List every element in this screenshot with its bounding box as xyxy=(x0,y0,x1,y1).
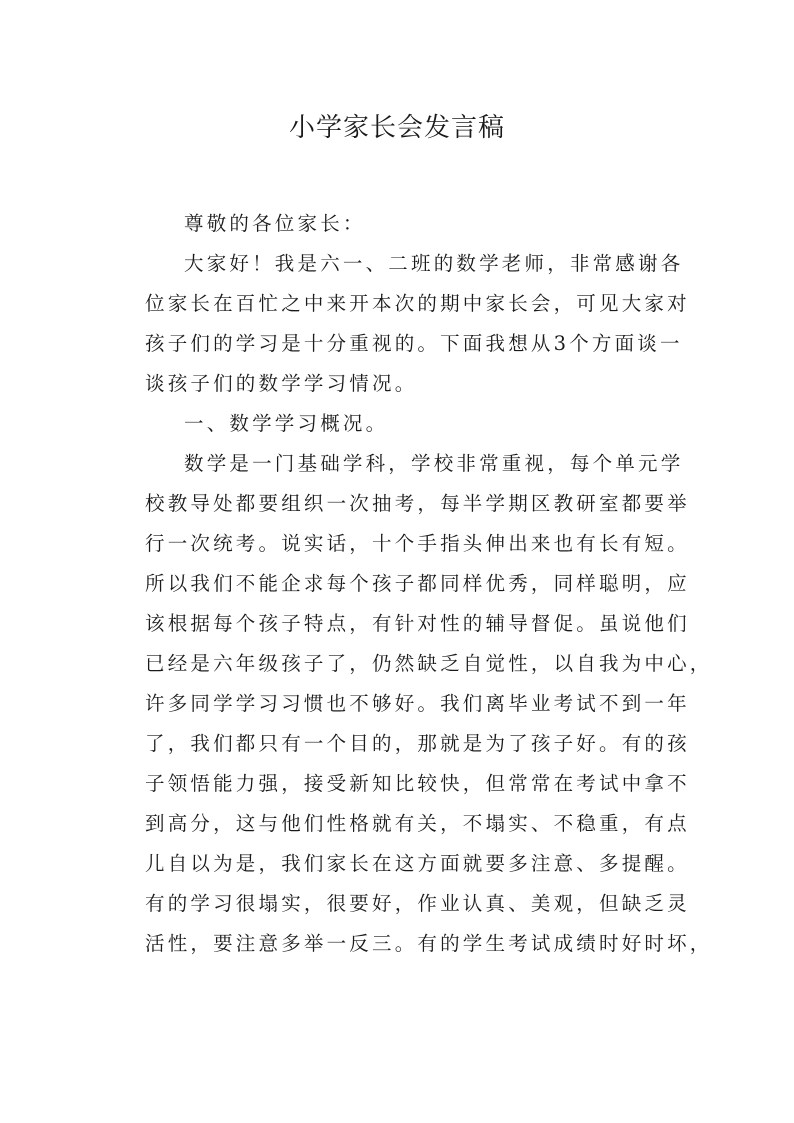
paragraph-line: 子领悟能力强，接受新知比较快，但常常在考试中拿不 xyxy=(145,772,690,795)
paragraph-line: 活性，要注意多举一反三。有的学生考试成绩时好时坏， xyxy=(145,932,713,955)
paragraph-line: 校教导处都要组织一次抽考，每半学期区教研室都要举 xyxy=(145,492,690,515)
paragraph-line: 已经是六年级孩子了，仍然缺乏自觉性，以自我为中心， xyxy=(145,652,713,675)
paragraph-line: 所以我们不能企求每个孩子都同样优秀，同样聪明，应 xyxy=(145,572,690,595)
paragraph-line: 到高分，这与他们性格就有关，不塌实、不稳重，有点 xyxy=(145,812,690,835)
paragraph-line: 谈孩子们的数学学习情况。 xyxy=(145,372,418,395)
paragraph-line: 该根据每个孩子特点，有针对性的辅导督促。虽说他们 xyxy=(145,612,690,635)
salutation: 尊敬的各位家长： xyxy=(184,212,366,235)
paragraph-line: 有的学习很塌实，很要好，作业认真、美观，但缺乏灵 xyxy=(145,892,690,915)
paragraph-line: 许多同学学习习惯也不够好。我们离毕业考试不到一年 xyxy=(145,692,690,715)
document-body xyxy=(145,204,713,964)
paragraph-line: 数学是一门基础学科，学校非常重视，每个单元学 xyxy=(184,452,684,475)
paragraph-line: 了，我们都只有一个目的，那就是为了孩子好。有的孩 xyxy=(145,732,690,755)
paragraph-line: 行一次统考。说实话，十个手指头伸出来也有长有短。 xyxy=(145,532,690,555)
document-title: 小学家长会发言稿 xyxy=(288,113,505,143)
section-heading: 一、数学学习概况。 xyxy=(184,412,389,435)
paragraph-line: 儿自以为是，我们家长在这方面就要多注意、多提醒。 xyxy=(145,852,690,875)
paragraph-line: 位家长在百忙之中来开本次的期中家长会，可见大家对 xyxy=(145,292,690,315)
paragraph-line: 大家好！我是六一、二班的数学老师，非常感谢各 xyxy=(184,252,684,275)
paragraph-line: 孩子们的学习是十分重视的。下面我想从3个方面谈一 xyxy=(145,332,683,355)
